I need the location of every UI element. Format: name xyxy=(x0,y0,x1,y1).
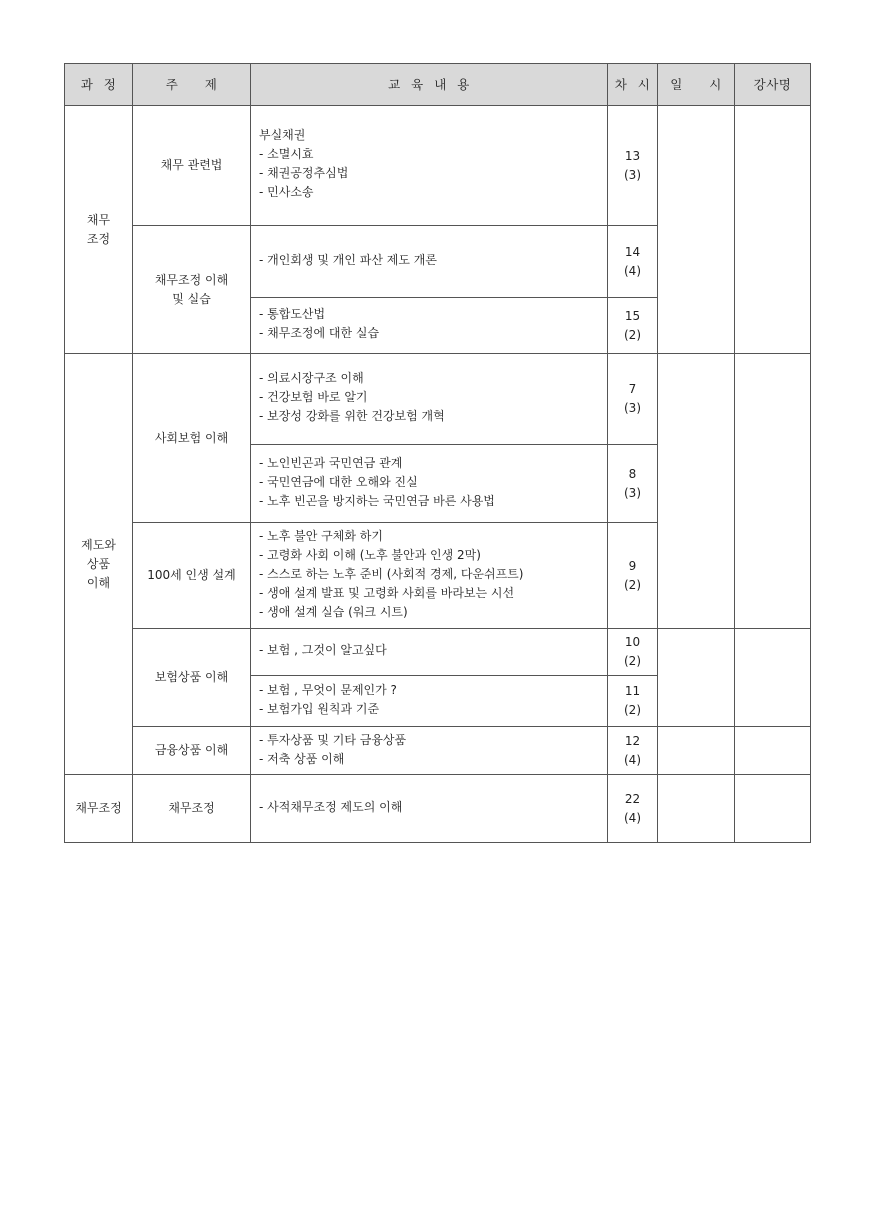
content-header: 교 육 내 용 xyxy=(251,64,608,106)
content-line: - 스스로 하는 노후 준비 (사회적 경제, 다운쉬프트) xyxy=(259,567,524,581)
content-line: - 노인빈곤과 국민연금 관계 xyxy=(259,456,403,470)
course-label: 조정 xyxy=(86,231,111,246)
session-number: 7 xyxy=(628,382,637,396)
instructor-cell xyxy=(735,106,811,354)
course-cell xyxy=(65,354,133,775)
content-cell xyxy=(251,523,608,629)
topic-cell xyxy=(133,354,251,523)
session-number: 12 xyxy=(624,733,641,748)
session-cell xyxy=(608,354,658,445)
session-cell xyxy=(608,106,658,226)
instructor-cell xyxy=(735,354,811,629)
topic-label: 사회보험 이해 xyxy=(154,430,229,445)
content-line: 부실채권 xyxy=(259,128,306,142)
course-label: 채무조정 xyxy=(75,801,122,815)
session-cell xyxy=(608,775,658,843)
topic-label: 채무 관련법 xyxy=(160,158,223,172)
session-number: 11 xyxy=(624,684,641,698)
date-cell xyxy=(658,106,735,354)
course-label: 이해 xyxy=(86,575,111,590)
course-header: 과 정 xyxy=(65,64,133,106)
session-hours: (4) xyxy=(624,752,641,767)
content-line: - 생애 설계 실습 (워크 시트) xyxy=(259,605,408,619)
content-line: - 의료시장구조 이해 xyxy=(259,371,364,385)
content-line: - 고령화 사회 이해 (노후 불안과 인생 2막) xyxy=(259,548,481,562)
topic-cell xyxy=(133,629,251,727)
content-line: - 보험 , 무엇이 문제인가 ? xyxy=(259,683,397,697)
session-number: 8 xyxy=(628,466,637,481)
content-cell xyxy=(251,775,608,843)
date-cell xyxy=(658,629,735,727)
session-cell xyxy=(608,727,658,775)
date-cell xyxy=(658,727,735,775)
topic-cell xyxy=(133,226,251,354)
session-number: 9 xyxy=(628,558,637,573)
session-hours: (2) xyxy=(624,703,641,717)
table-row xyxy=(65,727,811,775)
session-number: 22 xyxy=(624,791,641,806)
content-line: - 보험가입 원칙과 기준 xyxy=(259,702,380,716)
course-cell xyxy=(65,106,133,354)
content-line: - 보험 , 그것이 알고싶다 xyxy=(259,643,387,657)
content-line: - 국민연금에 대한 오해와 진실 xyxy=(259,475,418,489)
content-cell xyxy=(251,226,608,298)
session-hours: (2) xyxy=(624,654,641,668)
date-header: 일 시 xyxy=(658,64,735,106)
session-hours: (3) xyxy=(624,485,641,500)
course-label: 제도와 xyxy=(81,537,116,552)
session-hours: (2) xyxy=(624,577,641,592)
session-cell xyxy=(608,523,658,629)
topic-label: 100세 인생 설계 xyxy=(147,568,236,582)
topic-header: 주 제 xyxy=(133,64,251,106)
content-line: - 채무조정에 대한 실습 xyxy=(259,326,380,340)
content-line: - 투자상품 및 기타 금융상품 xyxy=(259,733,407,747)
content-line: - 저축 상품 이해 xyxy=(259,752,345,766)
session-hours: (3) xyxy=(624,167,641,182)
topic-cell xyxy=(133,523,251,629)
instructor-header: 강사명 xyxy=(735,64,811,106)
schedule-table xyxy=(64,63,811,843)
topic-cell xyxy=(133,727,251,775)
session-hours: (4) xyxy=(624,810,641,825)
schedule-body xyxy=(65,106,811,843)
session-number: 15 xyxy=(624,308,641,323)
header-row xyxy=(65,64,811,106)
session-header: 차 시 xyxy=(608,64,658,106)
content-cell xyxy=(251,727,608,775)
course-label: 상품 xyxy=(86,556,111,571)
content-line: - 통합도산법 xyxy=(259,307,326,321)
date-cell xyxy=(658,775,735,843)
content-line: - 노후 빈곤을 방지하는 국민연금 바른 사용법 xyxy=(259,494,495,508)
session-hours: (3) xyxy=(624,401,641,415)
session-cell xyxy=(608,445,658,523)
session-cell xyxy=(608,676,658,727)
topic-label: 채무조정 이해 xyxy=(154,272,229,287)
content-line: - 개인회생 및 개인 파산 제도 개론 xyxy=(259,253,437,267)
content-cell xyxy=(251,629,608,676)
content-line: - 보장성 강화를 위한 건강보험 개혁 xyxy=(259,409,445,423)
session-number: 13 xyxy=(624,148,641,163)
content-cell xyxy=(251,354,608,445)
content-line: - 생애 설계 발표 및 고령화 사회를 바라보는 시선 xyxy=(259,586,515,600)
content-cell xyxy=(251,298,608,354)
topic-cell xyxy=(133,775,251,843)
session-number: 14 xyxy=(624,244,641,259)
content-line: - 건강보험 바로 알기 xyxy=(259,390,368,404)
topic-cell xyxy=(133,106,251,226)
content-line: - 소멸시효 xyxy=(259,147,314,161)
content-line: - 민사소송 xyxy=(259,185,314,199)
table-row xyxy=(65,106,811,226)
instructor-cell xyxy=(735,727,811,775)
date-cell xyxy=(658,354,735,629)
topic-label: 금융상품 이해 xyxy=(154,743,229,757)
session-hours: (2) xyxy=(624,327,641,342)
course-label: 채무 xyxy=(86,212,111,227)
session-cell xyxy=(608,298,658,354)
session-number: 10 xyxy=(624,635,641,649)
topic-label: 및 실습 xyxy=(172,291,211,306)
instructor-cell xyxy=(735,775,811,843)
session-cell xyxy=(608,226,658,298)
content-cell xyxy=(251,676,608,727)
session-hours: (4) xyxy=(624,263,641,278)
instructor-cell xyxy=(735,629,811,727)
topic-label: 보험상품 이해 xyxy=(154,670,229,684)
content-line: - 채권공정추심법 xyxy=(259,166,349,180)
table-row xyxy=(65,775,811,843)
course-cell xyxy=(65,775,133,843)
content-line: - 노후 불안 구체화 하기 xyxy=(259,529,383,543)
table-row xyxy=(65,629,811,676)
table-row xyxy=(65,354,811,445)
content-cell xyxy=(251,106,608,226)
topic-label: 채무조정 xyxy=(168,801,215,815)
session-cell xyxy=(608,629,658,676)
content-line: - 사적채무조정 제도의 이해 xyxy=(259,800,403,814)
content-cell xyxy=(251,445,608,523)
